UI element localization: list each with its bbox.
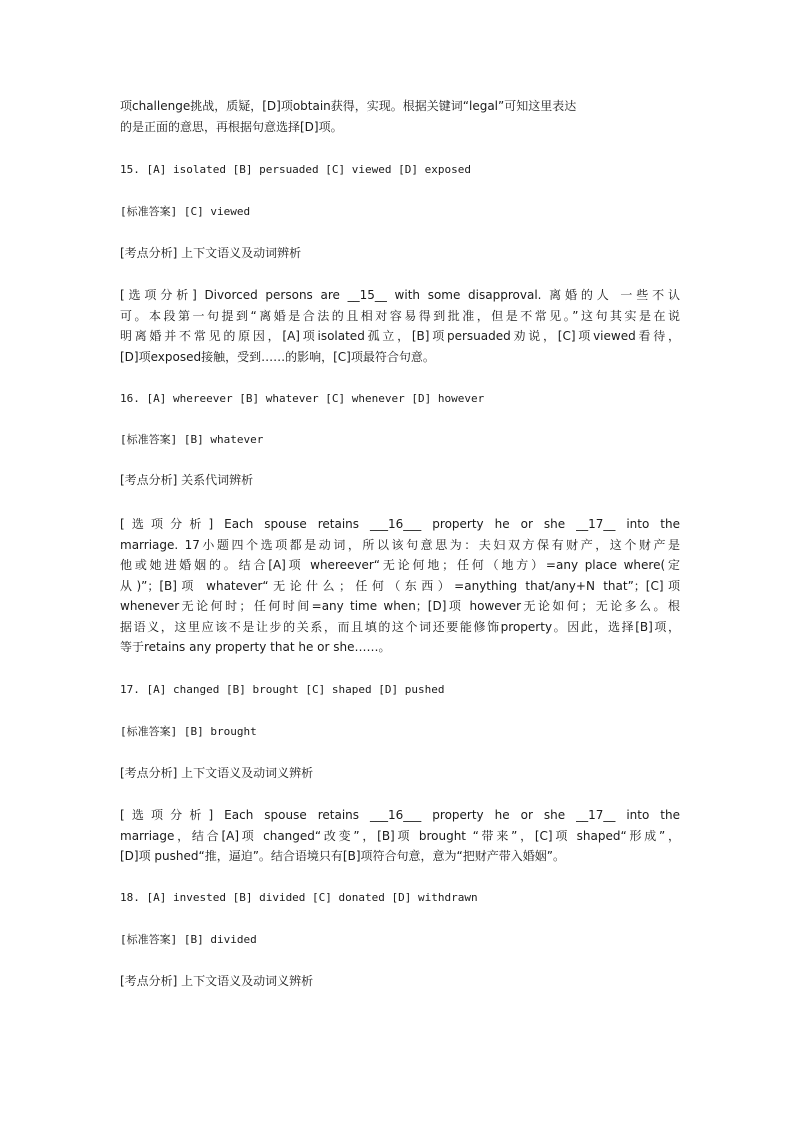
text-line: [选项分析] Each spouse retains ___16___ property he or she __17__ into the (120, 517, 680, 531)
text-line: [选项分析] Divorced persons are __15__ with some disapproval. 离婚的人 一些不认 (120, 288, 680, 302)
answer-15: [标准答案] [C] viewed (120, 205, 251, 218)
text-line: 他或她进婚姻的。结合[A]项 whereever“无论何地；任何（地方）=any place where(定 (120, 558, 680, 572)
text-line: marriage. 17小题四个选项都是动词，所以该句意思为：夫妇双方保有财产，这个财产是 (120, 537, 680, 552)
question-17: 17. [A] changed [B] brought [C] shaped [D] pushed (120, 683, 445, 696)
answer-17: [标准答案] [B] brought (120, 725, 257, 738)
text-line: [选项分析] Each spouse retains ___16___ property he or she __17__ into the (120, 808, 680, 822)
paragraph-prev-continuation (120, 96, 680, 137)
question-16: 16. [A] whereever [B] whatever [C] whenever [D] however (120, 392, 485, 405)
options-analysis-16 (120, 514, 680, 658)
analysis-17: [考点分析] 上下文语义及动词义辨析 (120, 766, 314, 780)
text-line: 据语义，这里应该不是让步的关系，而且填的这个词还要能修饰property。因此，选择[B]项， (120, 619, 680, 634)
text-line: 项challenge挑战，质疑，[D]项obtain获得，实现。根据关键词“legal”可知这里表达 (120, 99, 577, 113)
analysis-18: [考点分析] 上下文语义及动词义辨析 (120, 974, 314, 988)
question-18: 18. [A] invested [B] divided [C] donated [D] withdrawn (120, 891, 478, 904)
text-line: 的是正面的意思，再根据句意选择[D]项。 (120, 119, 343, 134)
text-line: [D]项exposed接触，受到……的影响，[C]项最符合句意。 (120, 349, 435, 364)
text-line: 明离婚并不常见的原因，[A]项isolated孤立，[B]项persuaded劝说，[C]项viewed看待， (120, 329, 680, 343)
text-line: 从)”；[B]项 whatever“无论什么；任何（东西）=anything that/any+N that”；[C]项 (120, 578, 680, 593)
options-analysis-17 (120, 805, 680, 867)
text-line: 可。本段第一句提到“离婚是合法的且相对容易得到批准，但是不常见。”这句其实是在说 (120, 308, 680, 323)
answer-16: [标准答案] [B] whatever (120, 433, 264, 446)
text-line: marriage，结合[A]项 changed“改变”，[B]项 brought “带来”，[C]项 shaped“形成”， (120, 828, 680, 843)
text-line: 等于retains any property that he or she……。 (120, 640, 391, 654)
text-line: [D]项 pushed“推，逼迫”。结合语境只有[B]项符合句意，意为“把财产带入婚姻”。 (120, 849, 565, 863)
analysis-15: [考点分析] 上下文语义及动词辨析 (120, 246, 302, 260)
answer-18: [标准答案] [B] divided (120, 933, 257, 946)
options-analysis-15 (120, 285, 680, 367)
analysis-16: [考点分析] 关系代词辨析 (120, 473, 254, 487)
question-15: 15. [A] isolated [B] persuaded [C] viewed [D] exposed (120, 163, 471, 176)
text-line: whenever无论何时；任何时间=any time when；[D]项 however无论如何；无论多么。根 (120, 599, 680, 613)
